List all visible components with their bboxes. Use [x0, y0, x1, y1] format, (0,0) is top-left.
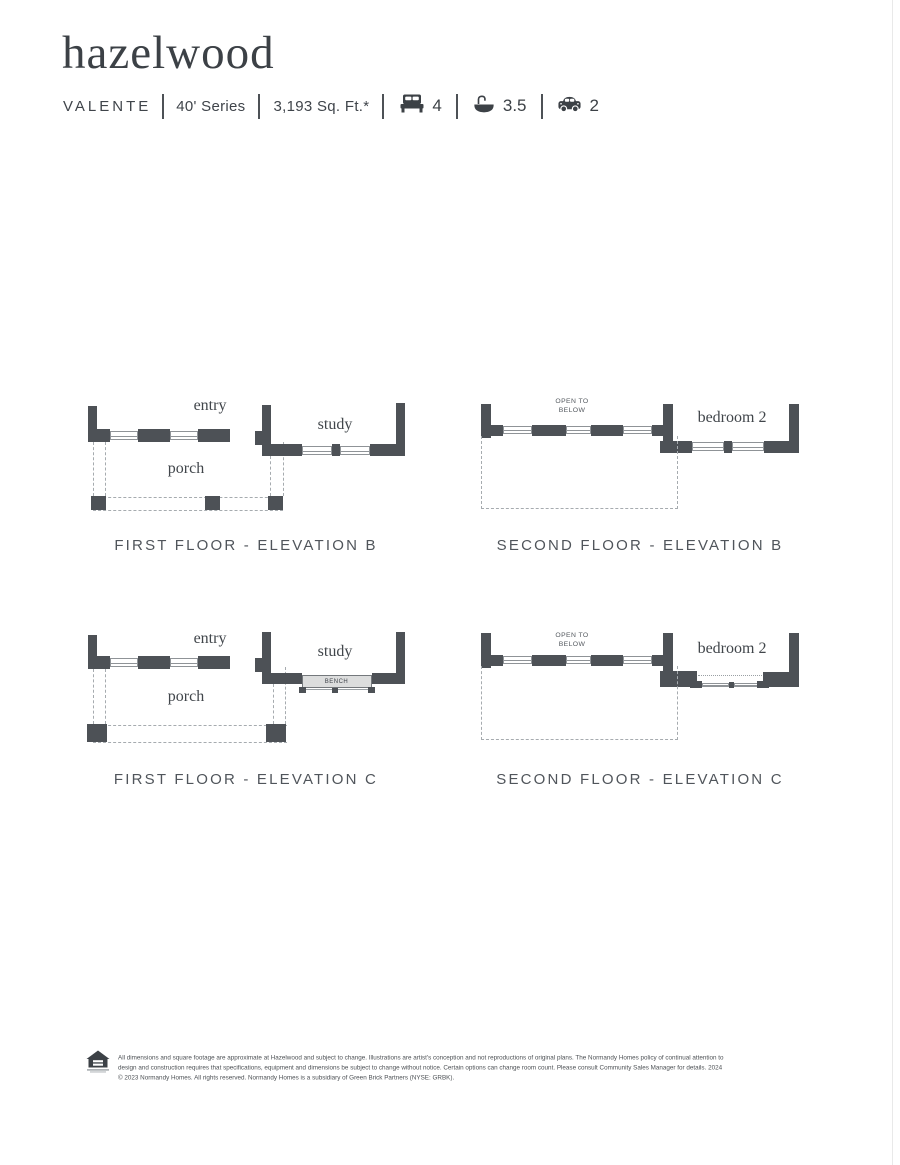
- wall: [198, 656, 230, 669]
- porch-post: [91, 496, 106, 510]
- plan-first-floor-elevation-c: [85, 630, 407, 748]
- wall: [591, 655, 623, 666]
- wall: [198, 429, 230, 442]
- open-to-below-outline: [481, 666, 678, 740]
- bench-label: BENCH: [325, 678, 349, 685]
- window: [732, 442, 764, 451]
- porch-outline: [93, 742, 287, 743]
- disclaimer-line: © 2023 Normandy Homes. All rights reserved. Normandy Homes is a subsidiary of Green Brick Partners (NYSE: GRBK).: [118, 1074, 455, 1082]
- window: [302, 446, 332, 455]
- room-label-study: study: [317, 643, 353, 660]
- separator: [541, 94, 543, 119]
- room-label-porch: porch: [167, 460, 205, 477]
- plan-first-floor-elevation-b: [85, 397, 407, 512]
- porch-post: [87, 724, 107, 742]
- separator: [456, 94, 458, 119]
- room-label-porch: porch: [167, 688, 205, 705]
- window: [566, 656, 591, 664]
- porch-outline: [93, 442, 94, 496]
- bath-spec: [473, 94, 527, 119]
- window: [503, 656, 532, 664]
- open-to-below-outline: [481, 436, 678, 509]
- page-title: hazelwood: [62, 27, 275, 79]
- open-to-below-label: OPEN TO BELOW: [555, 397, 589, 414]
- porch-outline: [93, 725, 287, 726]
- window: [170, 658, 198, 667]
- car-spec: [557, 95, 599, 118]
- wall: [789, 404, 799, 453]
- window: [566, 426, 591, 434]
- window: [340, 446, 370, 455]
- porch-outline: [93, 497, 283, 498]
- disclaimer-line: design and construction requires that specifications, equipment and dimensions be subject to change without notice. Certain options can change room count. Please consult Community Sales Manager for details. 2024: [118, 1064, 723, 1072]
- bed-spec: [400, 94, 441, 118]
- porch-post: [266, 724, 286, 742]
- wall: [481, 655, 503, 666]
- porch-post: [205, 496, 220, 510]
- car-icon: [557, 95, 582, 118]
- window: [110, 658, 138, 667]
- bench-post: [299, 687, 306, 693]
- bed-icon: [400, 94, 424, 118]
- plan-caption-first-c: FIRST FLOOR - ELEVATION C: [113, 771, 379, 788]
- wall: [724, 441, 732, 453]
- porch-outline: [273, 684, 274, 724]
- porch-outline: [270, 456, 271, 496]
- window: [170, 431, 198, 440]
- open-to-below-label: OPEN TO BELOW: [555, 631, 589, 648]
- bay-dotted-line: [698, 675, 762, 676]
- wall: [332, 444, 340, 456]
- bed-count: 4: [432, 96, 442, 115]
- equal-housing-logo: [85, 1050, 111, 1079]
- window: [623, 426, 652, 434]
- bench-post: [332, 688, 338, 693]
- plan-caption-second-b: SECOND FLOOR - ELEVATION B: [496, 537, 784, 554]
- porch-post: [268, 496, 283, 510]
- porch-outline: [105, 669, 106, 724]
- room-label-entry: entry: [193, 397, 227, 414]
- wall: [138, 429, 170, 442]
- wall: [591, 425, 623, 436]
- room-label-entry: entry: [193, 630, 227, 647]
- porch-outline: [93, 510, 283, 511]
- plan-caption-first-b: FIRST FLOOR - ELEVATION B: [114, 537, 378, 554]
- wall: [138, 656, 170, 669]
- separator: [258, 94, 260, 119]
- wall: [789, 633, 799, 687]
- wall: [88, 656, 110, 669]
- wall: [532, 425, 566, 436]
- plan-second-floor-elevation-b: [480, 395, 800, 515]
- wall: [88, 429, 110, 442]
- garage-count: 2: [589, 96, 599, 115]
- porch-outline: [93, 669, 94, 724]
- wall: [396, 632, 405, 684]
- model-name: VALENTE: [63, 97, 152, 115]
- bench-post: [368, 687, 375, 693]
- wall: [532, 655, 566, 666]
- window: [702, 683, 729, 687]
- plan-caption-second-c: SECOND FLOOR - ELEVATION C: [496, 771, 784, 788]
- plan-second-floor-elevation-c: [480, 625, 800, 745]
- wall: [262, 444, 302, 456]
- porch-outline: [105, 442, 106, 496]
- bath-count: 3.5: [502, 96, 527, 115]
- square-feet-label: 3,193 Sq. Ft.*: [273, 97, 370, 115]
- bath-icon: [473, 94, 495, 119]
- wall: [481, 425, 503, 436]
- room-label-bedroom2: bedroom 2: [697, 409, 767, 426]
- room-label-bedroom2: bedroom 2: [697, 640, 767, 657]
- window: [503, 426, 532, 434]
- window: [110, 431, 138, 440]
- window: [692, 442, 724, 451]
- series-label: 40' Series: [176, 97, 246, 115]
- wall: [262, 673, 302, 684]
- page-edge-line: [892, 0, 893, 1165]
- bench: [302, 675, 372, 688]
- wall: [396, 403, 405, 456]
- separator: [382, 94, 384, 119]
- disclaimer-text: [118, 1053, 724, 1083]
- disclaimer-line: All dimensions and square footage are approximate at Hazelwood and subject to change. Illustrations are artist's conception and not reproductions of original plans. The Normandy Homes policy of continual attention to: [118, 1054, 724, 1062]
- room-label-study: study: [317, 416, 353, 433]
- bay-post: [690, 681, 702, 688]
- separator: [162, 94, 164, 119]
- window: [623, 656, 652, 664]
- spec-row: [63, 90, 599, 122]
